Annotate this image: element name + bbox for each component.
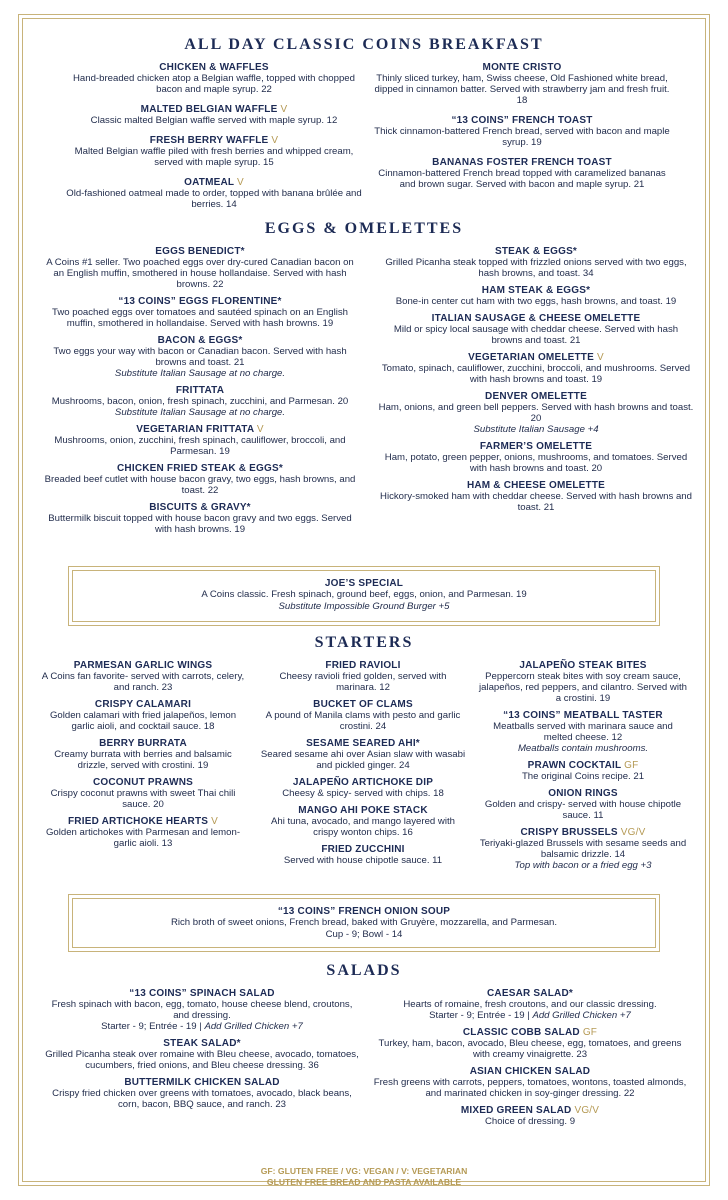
menu-item-name	[478, 710, 688, 721]
menu-item	[40, 502, 360, 535]
menu-item-title: MONTE CRISTO	[482, 62, 562, 73]
menu-item-title: “13 COINS” EGGS FLORENTINE*	[118, 296, 282, 307]
starters-left-column	[38, 660, 248, 855]
menu-item-title: ASIAN CHICKEN SALAD	[469, 1066, 591, 1077]
menu-item-title: BUTTERMILK CHICKEN SALAD	[124, 1077, 280, 1088]
menu-item-desc: Old-fashioned oatmeal made to order, topped with banana brûlée and berries. 14	[66, 188, 362, 210]
menu-item-desc: Turkey, ham, bacon, avocado, Bleu cheese, egg, tomatoes, and greens with creamy vinaigrette. 23	[378, 1038, 682, 1060]
menu-item-title: SESAME SEARED AHI*	[306, 738, 420, 749]
menu-item	[378, 313, 694, 346]
menu-item-desc: Ahi tuna, avocado, and mango layered with crispy wonton chips. 16	[270, 816, 455, 838]
menu-item-desc: Breaded beef cutlet with house bacon gravy, two eggs, hash browns, and toast. 22	[44, 474, 356, 496]
menu-item-name	[258, 738, 468, 749]
menu-item-desc: Mild or spicy local sausage with cheddar cheese. Served with hash browns and toast. 21	[393, 324, 679, 346]
breakfast-left-column	[64, 62, 364, 219]
menu-item-title: JALAPEÑO STEAK BITES	[519, 660, 647, 671]
menu-item-desc: Hickory-smoked ham with cheddar cheese. Served with hash browns and toast. 21	[380, 491, 692, 513]
menu-item-name	[378, 391, 694, 402]
menu-item-desc: A pound of Manila clams with pesto and garlic crostini. 24	[265, 710, 461, 732]
menu-item-desc: Grilled Picanha steak topped with frizzled onions served with two eggs, hash browns, and toast. 34	[385, 257, 687, 279]
menu-item-desc: Hearts of romaine, fresh croutons, and our classic dressing.	[403, 999, 657, 1010]
menu-item-name	[38, 738, 248, 749]
menu-item-title: MIXED GREEN SALAD	[460, 1105, 572, 1116]
menu-item	[44, 1038, 360, 1071]
menu-item-desc: Two eggs your way with bacon or Canadian bacon. Served with hash browns and toast. 21	[53, 346, 347, 368]
starters-title: STARTERS	[314, 634, 414, 651]
menu-item-name	[258, 844, 468, 855]
menu-item	[478, 788, 688, 821]
eggs-left-column	[40, 246, 360, 541]
menu-item-title: STEAK SALAD*	[163, 1038, 241, 1049]
menu-item	[378, 352, 694, 385]
dietary-tag: GF	[582, 1027, 598, 1038]
menu-item-title: BERRY BURRATA	[99, 738, 187, 749]
menu-item	[478, 710, 688, 754]
dietary-tag: V	[271, 135, 279, 146]
menu-item-name	[40, 463, 360, 474]
menu-item-desc: Teriyaki-glazed Brussels with sesame seeds and balsamic drizzle. 14	[479, 838, 687, 860]
menu-item-name	[258, 777, 468, 788]
menu-item-title: ONION RINGS	[548, 788, 618, 799]
menu-item-name	[372, 1027, 688, 1038]
menu-item-name	[372, 62, 672, 73]
menu-item-name	[378, 352, 694, 363]
menu-item	[38, 738, 248, 771]
menu-item-name	[64, 177, 364, 188]
menu-item	[258, 844, 468, 866]
menu-item-title: FRESH BERRY WAFFLE	[149, 135, 269, 146]
joes-special-desc: A Coins classic. Fresh spinach, ground beef, eggs, onion, and Parmesan. 19	[201, 589, 527, 600]
menu-item-desc: Golden and crispy- served with house chipotle sauce. 11	[484, 799, 682, 821]
menu-item-desc: Thinly sliced turkey, ham, Swiss cheese, Old Fashioned white bread, dipped in cinnamon batter. Served with strawberry jam and fresh fruit. 18	[374, 73, 670, 106]
menu-item-desc: Served with house chipotle sauce. 11	[283, 855, 443, 866]
menu-item-desc: Peppercorn steak bites with soy cream sauce, jalapeños, red peppers, and cilantro. Served with a crostini. 19	[479, 671, 687, 704]
menu-item-price	[372, 1010, 688, 1021]
menu-item-name	[378, 285, 694, 296]
menu-item-desc: Thick cinnamon-battered French bread, served with bacon and maple syrup. 19	[374, 126, 670, 148]
menu-item-title: PARMESAN GARLIC WINGS	[73, 660, 213, 671]
menu-item-desc: A Coins #1 seller. Two poached eggs over dry-cured Canadian bacon on an English muffin, smothered in house hollandaise. Served with hash browns. 22	[46, 257, 354, 290]
menu-item-name	[378, 480, 694, 491]
menu-item	[40, 246, 360, 290]
menu-item-name	[258, 805, 468, 816]
menu-item	[40, 385, 360, 418]
soup-box	[68, 894, 660, 952]
menu-item	[40, 335, 360, 379]
menu-item-title: CRISPY CALAMARI	[94, 699, 192, 710]
legend-line-2: GLUTEN FREE BREAD AND PASTA AVAILABLE	[266, 1177, 462, 1187]
menu-item	[372, 115, 672, 148]
menu-item-title: STEAK & EGGS*	[494, 246, 578, 257]
menu-item-title: BUCKET OF CLAMS	[313, 699, 413, 710]
menu-item-title: MANGO AHI POKE STACK	[298, 805, 428, 816]
menu-item-title: FRIED RAVIOLI	[325, 660, 401, 671]
price-text: Starter - 9; Entrée - 19 |	[429, 1010, 530, 1021]
menu-item	[378, 285, 694, 307]
menu-item-desc: Seared sesame ahi over Asian slaw with wasabi and pickled ginger. 24	[260, 749, 466, 771]
menu-item	[258, 777, 468, 799]
menu-item-title: CHICKEN FRIED STEAK & EGGS*	[117, 463, 283, 474]
menu-item	[372, 1066, 688, 1099]
menu-item-title: JALAPEÑO ARTICHOKE DIP	[292, 777, 434, 788]
menu-item-name	[372, 988, 688, 999]
price-text: Starter - 9; Entrée - 19 |	[101, 1021, 202, 1032]
menu-item	[40, 424, 360, 457]
menu-item-note: Meatballs contain mushrooms.	[517, 743, 649, 754]
menu-item-desc: Ham, onions, and green bell peppers. Served with hash browns and toast. 20	[378, 402, 694, 424]
menu-item-name	[372, 115, 672, 126]
menu-item-title: BANANAS FOSTER FRENCH TOAST	[432, 157, 612, 168]
menu-item-title: CHICKEN & WAFFLES	[159, 62, 269, 73]
dietary-tag: V	[596, 352, 604, 363]
joes-special-name: JOE’S SPECIAL	[324, 578, 404, 589]
menu-item-title: BACON & EGGS*	[157, 335, 243, 346]
menu-item-title: EGGS BENEDICT*	[155, 246, 245, 257]
menu-item-name	[44, 988, 360, 999]
menu-item-name	[44, 1077, 360, 1088]
menu-item-price	[44, 1021, 360, 1032]
menu-item-desc: Cheesy & spicy- served with chips. 18	[282, 788, 444, 799]
menu-item	[258, 699, 468, 732]
menu-item-title: CLASSIC COBB SALAD	[462, 1027, 580, 1038]
menu-item-title: BISCUITS & GRAVY*	[149, 502, 251, 513]
soup-name: “13 COINS” FRENCH ONION SOUP	[277, 906, 451, 917]
menu-item-name	[378, 313, 694, 324]
menu-item-name	[38, 816, 248, 827]
menu-item-desc: The original Coins recipe. 21	[521, 771, 645, 782]
menu-item-name	[40, 246, 360, 257]
dietary-tag: V	[237, 177, 244, 188]
soup-price: Cup - 9; Bowl - 14	[325, 929, 403, 940]
menu-item-note: Substitute Italian Sausage at no charge.	[114, 368, 286, 379]
menu-item-desc: Classic malted Belgian waffle served with maple syrup. 12	[90, 115, 338, 126]
add-on-text: Add Grilled Chicken +7	[204, 1021, 303, 1032]
menu-item-name	[478, 660, 688, 671]
menu-item-name	[38, 699, 248, 710]
menu-item-desc: Cinnamon-battered French bread topped with caramelized bananas and brown sugar. Served with bacon and maple syrup. 21	[378, 168, 666, 190]
menu-item-desc: Creamy burrata with berries and balsamic drizzle, served with crostini. 19	[54, 749, 232, 771]
menu-item-desc: Fresh greens with carrots, peppers, tomatoes, wontons, toasted almonds, and marinated chicken in soy-ginger dressing. 22	[373, 1077, 687, 1099]
menu-item	[372, 1027, 688, 1060]
menu-item-name	[478, 827, 688, 838]
menu-item-desc: Golden artichokes with Parmesan and lemon-garlic aioli. 13	[45, 827, 241, 849]
menu-item	[40, 296, 360, 329]
menu-item-desc: Buttermilk biscuit topped with house bacon gravy and two eggs. Served with hash browns. 19	[48, 513, 352, 535]
menu-item-desc: Two poached eggs over tomatoes and sautéed spinach on an English muffin, smothered in hollandaise. Served with hash browns. 19	[51, 307, 348, 329]
menu-item-desc: Cheesy ravioli fried golden, served with marinara. 12	[279, 671, 447, 693]
menu-item	[478, 660, 688, 704]
menu-item-title: FRITTATA	[175, 385, 225, 396]
menu-item-name	[378, 246, 694, 257]
menu-item-name	[64, 104, 364, 115]
menu-item-note: Substitute Italian Sausage +4	[473, 424, 599, 435]
menu-item	[378, 441, 694, 474]
menu-item-title: FRIED ARTICHOKE HEARTS	[67, 816, 209, 827]
menu-item	[38, 777, 248, 810]
starters-middle-column	[258, 660, 468, 872]
eggs-right-column	[378, 246, 694, 519]
menu-item	[378, 480, 694, 513]
menu-item-name	[258, 660, 468, 671]
menu-legend	[0, 1166, 728, 1188]
menu-item	[64, 135, 364, 168]
dietary-tag: V	[280, 104, 288, 115]
menu-item-name	[372, 1105, 688, 1116]
menu-item	[44, 1077, 360, 1110]
menu-item-title: ITALIAN SAUSAGE & CHEESE OMELETTE	[431, 313, 641, 324]
menu-item-name	[38, 660, 248, 671]
menu-item	[38, 660, 248, 693]
starters-right-column	[478, 660, 688, 877]
menu-item	[378, 246, 694, 279]
menu-item-desc: Ham, potato, green pepper, onions, mushrooms, and tomatoes. Served with hash browns and toast. 20	[384, 452, 688, 474]
menu-item-note: Top with bacon or a fried egg +3	[514, 860, 652, 871]
menu-item	[44, 988, 360, 1032]
dietary-tag: VG/V	[620, 827, 646, 838]
menu-item	[258, 805, 468, 838]
menu-item-desc: Golden calamari with fried jalapeños, lemon garlic aioli, and cocktail sauce. 18	[49, 710, 237, 732]
menu-item-desc: Mushrooms, onion, zucchini, fresh spinach, cauliflower, broccoli, and Parmesan. 19	[54, 435, 346, 457]
menu-item-title: “13 COINS” MEATBALL TASTER	[503, 710, 663, 721]
menu-item	[64, 104, 364, 126]
menu-item-name	[258, 699, 468, 710]
menu-item	[372, 62, 672, 106]
menu-item	[478, 760, 688, 782]
menu-item-name	[40, 296, 360, 307]
menu-item-title: FRIED ZUCCHINI	[321, 844, 405, 855]
menu-item	[258, 738, 468, 771]
menu-item-title: COCONUT PRAWNS	[92, 777, 194, 788]
menu-item-title: MALTED BELGIAN WAFFLE	[140, 104, 278, 115]
menu-item-title: HAM STEAK & EGGS*	[481, 285, 591, 296]
menu-item	[372, 988, 688, 1021]
menu-item-name	[478, 760, 688, 771]
menu-item-desc: Crispy coconut prawns with sweet Thai chili sauce. 20	[50, 788, 236, 810]
menu-item-title: OATMEAL	[184, 177, 235, 188]
menu-item-desc: Malted Belgian waffle piled with fresh berries and whipped cream, served with maple syrup. 15	[74, 146, 354, 168]
menu-item-name	[38, 777, 248, 788]
menu-item	[38, 699, 248, 732]
menu-item-title: CRISPY BRUSSELS	[520, 827, 618, 838]
menu-item-title: FARMER’S OMELETTE	[479, 441, 593, 452]
menu-item-desc: Mushrooms, bacon, onion, fresh spinach, zucchini, and Parmesan. 20	[51, 396, 349, 407]
menu-item	[64, 62, 364, 95]
menu-item-name	[478, 788, 688, 799]
add-on-text: Add Grilled Chicken +7	[532, 1010, 631, 1021]
eggs-title: EGGS & OMELETTES	[264, 220, 464, 237]
menu-item-desc: Choice of dressing. 9	[484, 1116, 576, 1127]
dietary-tag: V	[256, 424, 264, 435]
menu-item	[372, 157, 672, 190]
menu-item-name	[44, 1038, 360, 1049]
menu-item-title: DENVER OMELETTE	[485, 391, 587, 402]
menu-item	[372, 1105, 688, 1127]
menu-item-desc: Fresh spinach with bacon, egg, tomato, house cheese blend, croutons, and dressing.	[51, 999, 353, 1021]
menu-item	[38, 816, 248, 849]
menu-item-title: VEGETARIAN OMELETTE	[468, 352, 594, 363]
dietary-tag: VG/V	[574, 1105, 600, 1116]
menu-item	[478, 827, 688, 871]
menu-item-name	[40, 385, 360, 396]
menu-item-desc: A Coins fan favorite- served with carrots, celery, and ranch. 23	[41, 671, 245, 693]
menu-item-title: VEGETARIAN FRITTATA	[136, 424, 254, 435]
menu-item-title: PRAWN COCKTAIL	[527, 760, 622, 771]
menu-item-desc: Bone-in center cut ham with two eggs, hash browns, and toast. 19	[395, 296, 677, 307]
menu-item	[258, 660, 468, 693]
menu-item-name	[378, 441, 694, 452]
salads-left-column	[44, 988, 360, 1116]
menu-item-desc: Grilled Picanha steak over romaine with Bleu cheese, avocado, tomatoes, cucumbers, fried onions, and Bleu cheese dressing. 36	[45, 1049, 359, 1071]
menu-item-name	[40, 335, 360, 346]
soup-desc: Rich broth of sweet onions, French bread, baked with Gruyère, mozzarella, and Parmesan.	[170, 917, 558, 928]
menu-item-title: “13 COINS” SPINACH SALAD	[129, 988, 275, 999]
menu-item-name	[40, 502, 360, 513]
salads-title: SALADS	[326, 962, 402, 979]
joes-special-box	[68, 566, 660, 626]
joes-special-note: Substitute Impossible Ground Burger +5	[278, 601, 450, 612]
menu-item-name	[40, 424, 360, 435]
menu-item-name	[372, 157, 672, 168]
breakfast-right-column	[372, 62, 672, 199]
menu-item-note: Substitute Italian Sausage at no charge.	[114, 407, 286, 418]
menu-item-title: HAM & CHEESE OMELETTE	[466, 480, 606, 491]
menu-item-desc: Tomato, spinach, cauliflower, zucchini, broccoli, and mushrooms. Served with hash browns and toast. 19	[381, 363, 691, 385]
menu-item	[40, 463, 360, 496]
breakfast-title: ALL DAY CLASSIC COINS BREAKFAST	[184, 36, 544, 53]
menu-item-desc: Meatballs served with marinara sauce and melted cheese. 12	[493, 721, 673, 743]
menu-item-desc: Crispy fried chicken over greens with tomatoes, avocado, black beans, corn, bacon, BBQ sauce, and ranch. 23	[52, 1088, 352, 1110]
menu-item	[378, 391, 694, 435]
menu-item-title: CAESAR SALAD*	[487, 988, 573, 999]
menu-item-name	[64, 62, 364, 73]
legend-line-1: GF: GLUTEN FREE / VG: VEGAN / V: VEGETARIAN	[260, 1166, 468, 1176]
menu-item-name	[372, 1066, 688, 1077]
menu-item-name	[64, 135, 364, 146]
menu-item	[64, 177, 364, 210]
menu-item-desc: Hand-breaded chicken atop a Belgian waffle, topped with chopped bacon and maple syrup. 22	[73, 73, 355, 95]
dietary-tag: V	[211, 816, 218, 827]
menu-item-title: “13 COINS” FRENCH TOAST	[451, 115, 593, 126]
dietary-tag: GF	[624, 760, 639, 771]
salads-right-column	[372, 988, 688, 1133]
